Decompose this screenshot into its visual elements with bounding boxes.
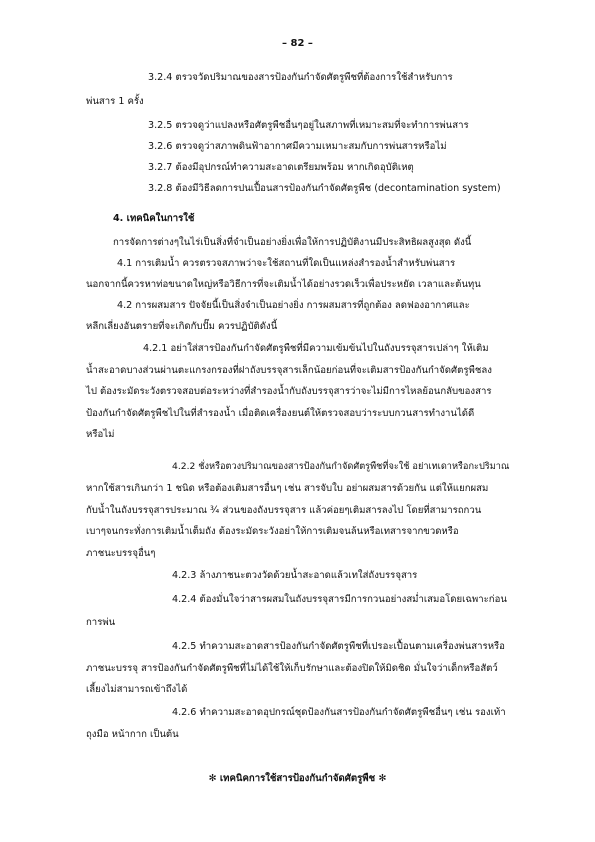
page-footer: ✻ เทคนิคการใช้สารป้องกันกำจัดศัตรูพืช ✻: [208, 773, 387, 784]
item-4-2-2-line2: หากใช้สารเกินกว่า 1 ชนิด หรือต้องเติมสารอื่นๆ เช่น สารจับใบ อย่าผสมสารด้วยกัน แต่ให้แยกผสม: [86, 483, 489, 494]
section-4-heading: 4. เทคนิคในการใช้: [113, 213, 195, 224]
page-number: – 82 –: [282, 38, 313, 49]
item-3-2-4: 3.2.4 ตรวจวัดปริมาณของสารป้องกันกำจัดศัตรูพืชที่ต้องการใช้สำหรับการ: [148, 72, 453, 83]
item-4-2-4-cont: การพ่น: [86, 617, 116, 628]
item-4-2-2-line3: กับน้ำในถังบรรจุสารประมาณ ¾ ส่วนของถังบรรจุสาร แล้วค่อยๆเติมสารลงไป โดยที่สามารถกวน: [86, 505, 482, 516]
item-4-2-1-line5: หรือไม่: [86, 429, 115, 440]
item-4-2-3: 4.2.3 ล้างภาชนะตวงวัดด้วยน้ำสะอาดแล้วเทใส่ถังบรรจุสาร: [172, 570, 418, 581]
item-4-1-cont: นอกจากนี้ควรหาท่อขนาดใหญ่หรือวิธีการที่จะเติมน้ำได้อย่างรวดเร็วเพื่อประหยัด เวลาและต้นทุน: [86, 279, 481, 290]
item-4-2-1-line2: น้ำสะอาดบางส่วนผ่านตะแกรงกรองที่ฝาถังบรรจุสารเล็กน้อยก่อนที่จะเติมสารป้องกันกำจัดศัตรูพืชลง: [86, 365, 492, 376]
item-4-2: 4.2 การผสมสาร ปัจจัยนี้เป็นสิ่งจำเป็นอย่างยิ่ง การผสมสารที่ถูกต้อง ลดฟองอากาศและ: [117, 300, 470, 311]
item-4-2-4: 4.2.4 ต้องมั่นใจว่าสารผสมในถังบรรจุสารมีการกวนอย่างสม่ำเสมอโดยเฉพาะก่อน: [172, 594, 507, 605]
item-4-2-2-line4: เบาๆจนกระทั่งการเติมน้ำเต็มถัง ต้องระมัดระวังอย่าให้การเติมจนล้นหรือเทสารจากขวดหรือ: [86, 526, 459, 537]
item-4-2-6: 4.2.6 ทำความสะอาดอุปกรณ์ชุดป้องกันสารป้องกันกำจัดศัตรูพืชอื่นๆ เช่น รองเท้า: [172, 707, 506, 718]
item-3-2-7: 3.2.7 ต้องมีอุปกรณ์ทำความสะอาดเตรียมพร้อม หากเกิดอุบัติเหตุ: [148, 162, 414, 173]
item-4-1: 4.1 การเติมน้ำ ควรตรวจสภาพว่าจะใช้สถานที่ใดเป็นแหล่งสำรองน้ำสำหรับพ่นสาร: [117, 258, 456, 269]
item-4-2-1-line3: ไป ต้องระมัดระวังตรวจสอบต่อระหว่างที่สำรองน้ำกับถังบรรจุสารว่าจะไม่มีการไหลย้อนกลับของสาร: [86, 386, 492, 397]
item-4-2-2: 4.2.2 ชั่งหรือตวงปริมาณของสารป้องกันกำจัดศัตรูพืชที่จะใช้ อย่าเทเดาหรือกะปริมาณ: [172, 461, 510, 472]
item-4-2-5: 4.2.5 ทำความสะอาดสารป้องกันกำจัดศัตรูพืชที่เปรอะเปื้อนตามเครื่องพ่นสารหรือ: [172, 641, 505, 652]
item-4-2-5-line3: เลี้ยงไม่สามารถเข้าถึงได้: [86, 684, 188, 695]
section-4-intro: การจัดการต่างๆในไร่เป็นสิ่งที่จำเป็นอย่างยิ่งเพื่อให้การปฏิบัติงานมีประสิทธิผลสูงสุด ดังนี้: [113, 237, 472, 248]
item-4-2-2-line5: ภาชนะบรรจุอื่นๆ: [86, 548, 156, 559]
item-4-2-5-line2: ภาชนะบรรจุ สารป้องกันกำจัดศัตรูพืชที่ไม่ได้ใช้ให้เก็บรักษาและต้องปิดให้มิดชิด มั่นใจว่าเด็กหรือสัตว์: [86, 663, 498, 674]
item-3-2-8: 3.2.8 ต้องมีวิธีลดการปนเปื้อนสารป้องกันกำจัดศัตรูพืช (decontamination system): [148, 183, 501, 194]
item-3-2-5: 3.2.5 ตรวจดูว่าแปลงหรือศัตรูพืชอื่นๆอยู่ในสภาพที่เหมาะสมที่จะทำการพ่นสาร: [148, 120, 469, 131]
item-4-2-6-cont: ถุงมือ หน้ากาก เป็นต้น: [86, 729, 179, 740]
item-4-2-1: 4.2.1 อย่าใส่สารป้องกันกำจัดศัตรูพืชที่มีความเข้มข้นไปในถังบรรจุสารเปล่าๆ ให้เติม: [143, 343, 489, 354]
item-3-2-6: 3.2.6 ตรวจดูว่าสภาพดินฟ้าอากาศมีความเหมาะสมกับการพ่นสารหรือไม่: [148, 141, 447, 152]
item-4-2-cont: หลีกเลี่ยงอันตรายที่จะเกิดกับปั๊ม ควรปฏิบัติดังนี้: [86, 321, 278, 332]
item-4-2-1-line4: ป้องกันกำจัดศัตรูพืชไปในที่สำรองน้ำ เมื่อติดเครื่องยนต์ให้ตรวจสอบว่าระบบกวนสารทำงานได้ดี: [86, 408, 475, 419]
item-3-2-4-cont: พ่นสาร 1 ครั้ง: [86, 96, 144, 107]
